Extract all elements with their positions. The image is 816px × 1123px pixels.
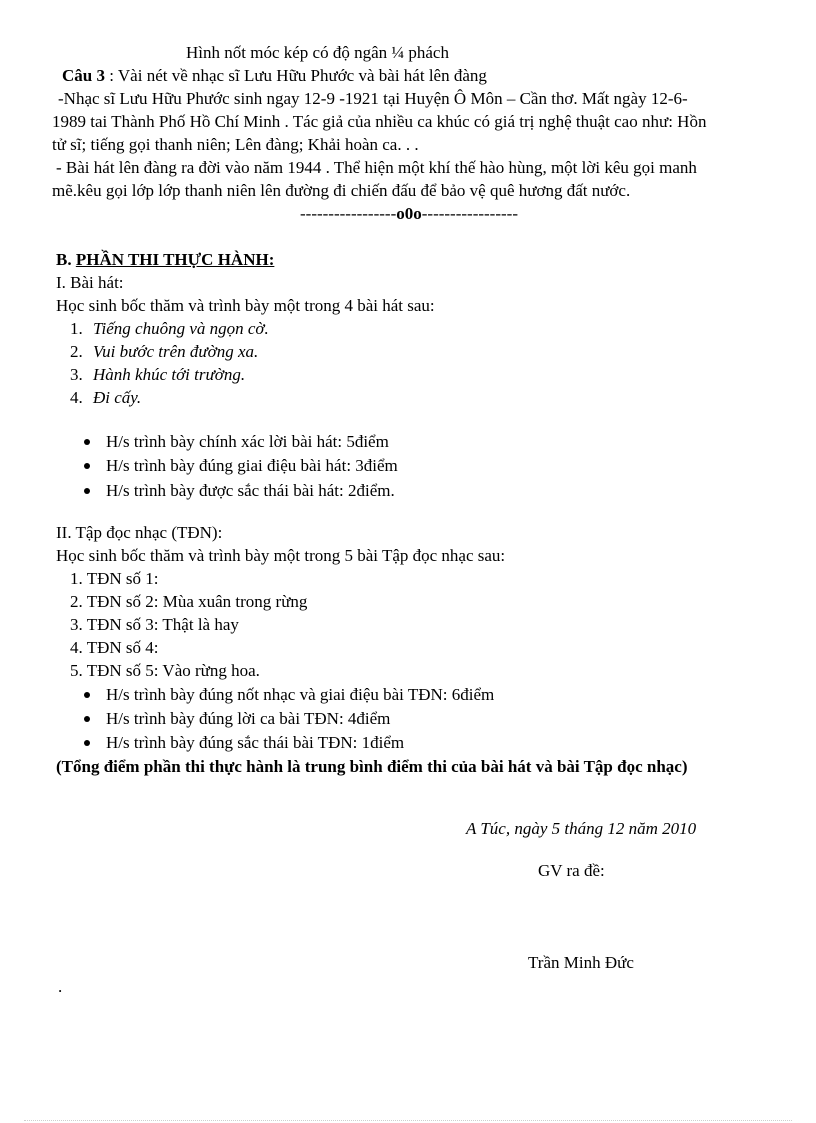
section-1-intro: Học sinh bốc thăm và trình bày một trong 4 bài hát sau: (56, 296, 435, 315)
song-paragraph-line-2: mẽ.kêu gọi lớp lớp thanh niên lên đường đi chiến đấu để bảo vệ quê hương đất nước. (52, 181, 631, 200)
song-item-title: Hành khúc tới trường. (93, 365, 246, 384)
song-criterion: H/s trình bày được sắc thái bài hát: 2điểm. (106, 481, 395, 500)
song-item-title: Tiếng chuông và ngọn cờ. (93, 319, 269, 338)
bullet-icon (84, 740, 90, 746)
tdn-item: 2. TĐN số 2: Mùa xuân trong rừng (70, 592, 308, 611)
separator-right: ----------------- (421, 204, 518, 223)
song-criterion: H/s trình bày chính xác lời bài hát: 5điểm (106, 432, 389, 451)
bullet-icon (84, 463, 90, 469)
bullet-icon (84, 692, 90, 698)
song-item-number: 2. (70, 342, 83, 361)
section-2-intro: Học sinh bốc thăm và trình bày một trong 5 bài Tập đọc nhạc sau: (56, 546, 506, 565)
song-item (70, 364, 245, 386)
section-2-title: II. Tập đọc nhạc (TĐN): (56, 523, 223, 542)
place-date: A Túc, ngày 5 tháng 12 năm 2010 (466, 819, 697, 838)
stray-dot: . (58, 977, 63, 996)
bio-paragraph-line-3: tử sĩ; tiếng gọi thanh niên; Lên đàng; Khải hoàn ca. . . (52, 135, 419, 154)
question-3-label: Câu 3 (62, 66, 105, 85)
song-item-number: 4. (70, 388, 83, 407)
tdn-item: 1. TĐN số 1: (70, 569, 159, 588)
question-3-title: : Vài nét về nhạc sĩ Lưu Hữu Phước và bài hát lên đàng (104, 66, 487, 85)
song-item-number: 3. (70, 365, 83, 384)
song-item-title: Đi cấy. (93, 388, 142, 407)
song-paragraph-line-1: - Bài hát lên đàng ra đời vào năm 1944 . Thể hiện một khí thế hào hùng, một lời kêu gọi manh (56, 158, 697, 177)
section-1-title: I. Bài hát: (56, 273, 124, 292)
bio-paragraph-line-1: -Nhạc sĩ Lưu Hữu Phước sinh ngay 12-9 -1921 tại Huyện Ô Môn – Cần thơ. Mất ngày 12-6- (58, 89, 688, 108)
tdn-item: 3. TĐN số 3: Thật là hay (70, 615, 239, 634)
bullet-icon (84, 716, 90, 722)
song-criterion: H/s trình bày đúng giai điệu bài hát: 3điểm (106, 456, 398, 475)
tdn-item: 5. TĐN số 5: Vào rừng hoa. (70, 661, 260, 680)
song-item (70, 387, 141, 409)
section-b-prefix: B. (56, 250, 76, 269)
song-item (70, 341, 258, 363)
song-item (70, 318, 269, 340)
tdn-criterion: H/s trình bày đúng sắc thái bài TĐN: 1điểm (106, 733, 405, 752)
song-item-title: Vui bước trên đường xa. (93, 342, 259, 361)
tdn-criterion: H/s trình bày đúng nốt nhạc và giai điệu bài TĐN: 6điểm (106, 685, 495, 704)
signer-role: GV ra đề: (538, 861, 605, 880)
bullet-icon (84, 439, 90, 445)
bullet-icon (84, 488, 90, 494)
page-bottom-divider (24, 1120, 792, 1121)
question-3-line (62, 65, 487, 87)
section-b-heading (56, 249, 274, 271)
tdn-item: 4. TĐN số 4: (70, 638, 159, 657)
section-b-title: PHẦN THI THỰC HÀNH: (75, 250, 275, 269)
bio-paragraph-line-2: 1989 tai Thành Phố Hồ Chí Minh . Tác giả của nhiều ca khúc có giá trị nghệ thuật cao như: Hồn (52, 112, 707, 131)
total-score-note: (Tổng điểm phần thi thực hành là trung bình điểm thi của bài hát và bài Tập đọc nhạc) (56, 757, 688, 776)
song-item-number: 1. (70, 319, 83, 338)
separator-mark: o0o (396, 204, 422, 223)
note-line: Hình nốt móc kép có độ ngân ¼ phách (186, 43, 449, 62)
separator (300, 203, 518, 225)
separator-left: ----------------- (300, 204, 397, 223)
tdn-criterion: H/s trình bày đúng lời ca bài TĐN: 4điểm (106, 709, 391, 728)
signer-name: Trần Minh Đức (528, 953, 634, 972)
